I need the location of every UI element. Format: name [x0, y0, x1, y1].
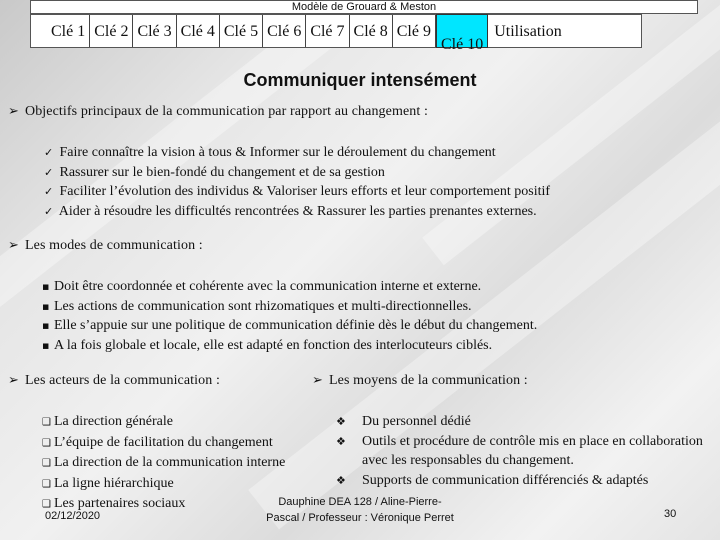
box-bullet-icon: ❑: [42, 478, 51, 490]
tab-cle-3[interactable]: Clé 3: [133, 15, 176, 47]
tab-utilisation[interactable]: Utilisation: [494, 23, 562, 40]
list-item: [42, 412, 285, 433]
list-item-text: La direction générale: [54, 414, 173, 429]
model-title: Modèle de Grouard & Meston: [30, 0, 698, 14]
list-item-text: Les actions de communication sont rhizomatiques et multi-directionnelles.: [54, 298, 472, 314]
check-icon: ✓: [44, 204, 54, 218]
list-item-text: Outils et procédure de contrôle mis en place en collaboration avec les responsables du changement.: [362, 433, 703, 468]
means-heading: [312, 373, 528, 389]
footer-author-line: Pascal / Professeur : Véronique Perret: [266, 512, 454, 524]
tab-cle-5[interactable]: Clé 5: [220, 15, 263, 47]
objectives-heading-text: Objectifs principaux de la communication par rapport au changement :: [25, 104, 428, 119]
tab-cle-4[interactable]: Clé 4: [177, 15, 220, 47]
footer-author: [250, 494, 470, 526]
diamond-bullet-icon: ❖: [336, 473, 346, 487]
list-item-text: Du personnel dédié: [362, 414, 471, 429]
modes-heading: [8, 238, 203, 254]
list-item: [44, 143, 550, 163]
list-item: [44, 163, 550, 183]
list-item: [336, 471, 720, 491]
tab-cle-6[interactable]: Clé 6: [263, 15, 306, 47]
tab-cle-1[interactable]: Clé 1: [47, 15, 90, 47]
list-item-text: Aider à résoudre les difficultés rencontrées & Rassurer les parties prenantes externes.: [58, 203, 537, 219]
list-item: [336, 412, 720, 432]
list-item-text: La ligne hiérarchique: [54, 475, 174, 491]
actors-heading: [8, 373, 220, 389]
arrow-right-icon: ➢: [8, 373, 19, 388]
square-bullet-icon: ▪: [42, 280, 50, 293]
list-item-text: Les partenaires sociaux: [54, 496, 186, 511]
list-item-text: Doit être coordonnée et cohérente avec la communication interne et externe.: [54, 279, 482, 294]
list-item-text: A la fois globale et locale, elle est adapté en fonction des interlocuteurs ciblés.: [54, 337, 493, 353]
modes-list: [42, 277, 537, 355]
list-item-text: La direction de la communication interne: [54, 455, 286, 470]
list-item-text: Elle s’appuie sur une politique de communication définie dès le début du changement.: [54, 318, 538, 333]
footer-author-line: Dauphine DEA 128 / Aline-Pierre-: [278, 496, 442, 508]
box-bullet-icon: ❑: [42, 417, 51, 428]
list-item: [42, 316, 537, 336]
list-item: [42, 336, 537, 356]
objectives-list: [44, 143, 550, 221]
list-item: [42, 453, 285, 474]
slide-title: Communiquer intensément: [243, 70, 477, 90]
tab-cle-10[interactable]: Clé 10: [436, 14, 488, 48]
page-number: 30: [664, 508, 677, 520]
footer-date: 02/12/2020: [45, 510, 101, 522]
list-item: [44, 202, 550, 222]
list-item: [42, 297, 537, 317]
list-item: [42, 277, 537, 297]
arrow-right-icon: ➢: [8, 238, 19, 253]
box-bullet-icon: ❑: [42, 458, 51, 469]
list-item: [44, 182, 550, 202]
diamond-bullet-icon: ❖: [336, 434, 346, 448]
square-bullet-icon: ▪: [42, 319, 50, 332]
square-bullet-icon: ▪: [42, 299, 50, 313]
list-item-text: L’équipe de facilitation du changement: [54, 434, 273, 450]
check-icon: ✓: [44, 146, 54, 159]
objectives-heading: [8, 104, 428, 120]
check-icon: ✓: [44, 185, 54, 198]
means-heading-text: Les moyens de la communication :: [329, 373, 528, 388]
list-item-text: Faire connaître la vision à tous & Informer sur le déroulement du changement: [59, 145, 496, 160]
actors-heading-text: Les acteurs de la communication :: [25, 373, 220, 388]
tab-bar: [30, 14, 642, 53]
tab-cle-2[interactable]: Clé 2: [90, 15, 133, 47]
check-icon: ✓: [44, 165, 54, 179]
list-item-text: Supports de communication différenciés & adaptés: [362, 472, 649, 488]
diamond-bullet-icon: ❖: [336, 415, 346, 428]
box-bullet-icon: ❑: [42, 499, 51, 510]
actors-list: [42, 412, 285, 515]
square-bullet-icon: ▪: [42, 338, 50, 352]
list-item: [336, 432, 720, 471]
box-bullet-icon: ❑: [42, 437, 51, 449]
list-item-text: Rassurer sur le bien-fondé du changement et de sa gestion: [59, 164, 385, 180]
modes-heading-text: Les modes de communication :: [25, 238, 203, 253]
tab-cle-9[interactable]: Clé 9: [393, 15, 436, 47]
means-list: [336, 412, 720, 490]
arrow-right-icon: ➢: [8, 104, 19, 119]
list-item: [42, 433, 285, 454]
tab-cle-7[interactable]: Clé 7: [306, 15, 349, 47]
list-item-text: Faciliter l’évolution des individus & Valoriser leurs efforts et leur comportement positif: [59, 184, 551, 199]
tab-cle-8[interactable]: Clé 8: [350, 15, 393, 47]
arrow-right-icon: ➢: [312, 373, 323, 388]
list-item: [42, 474, 285, 495]
